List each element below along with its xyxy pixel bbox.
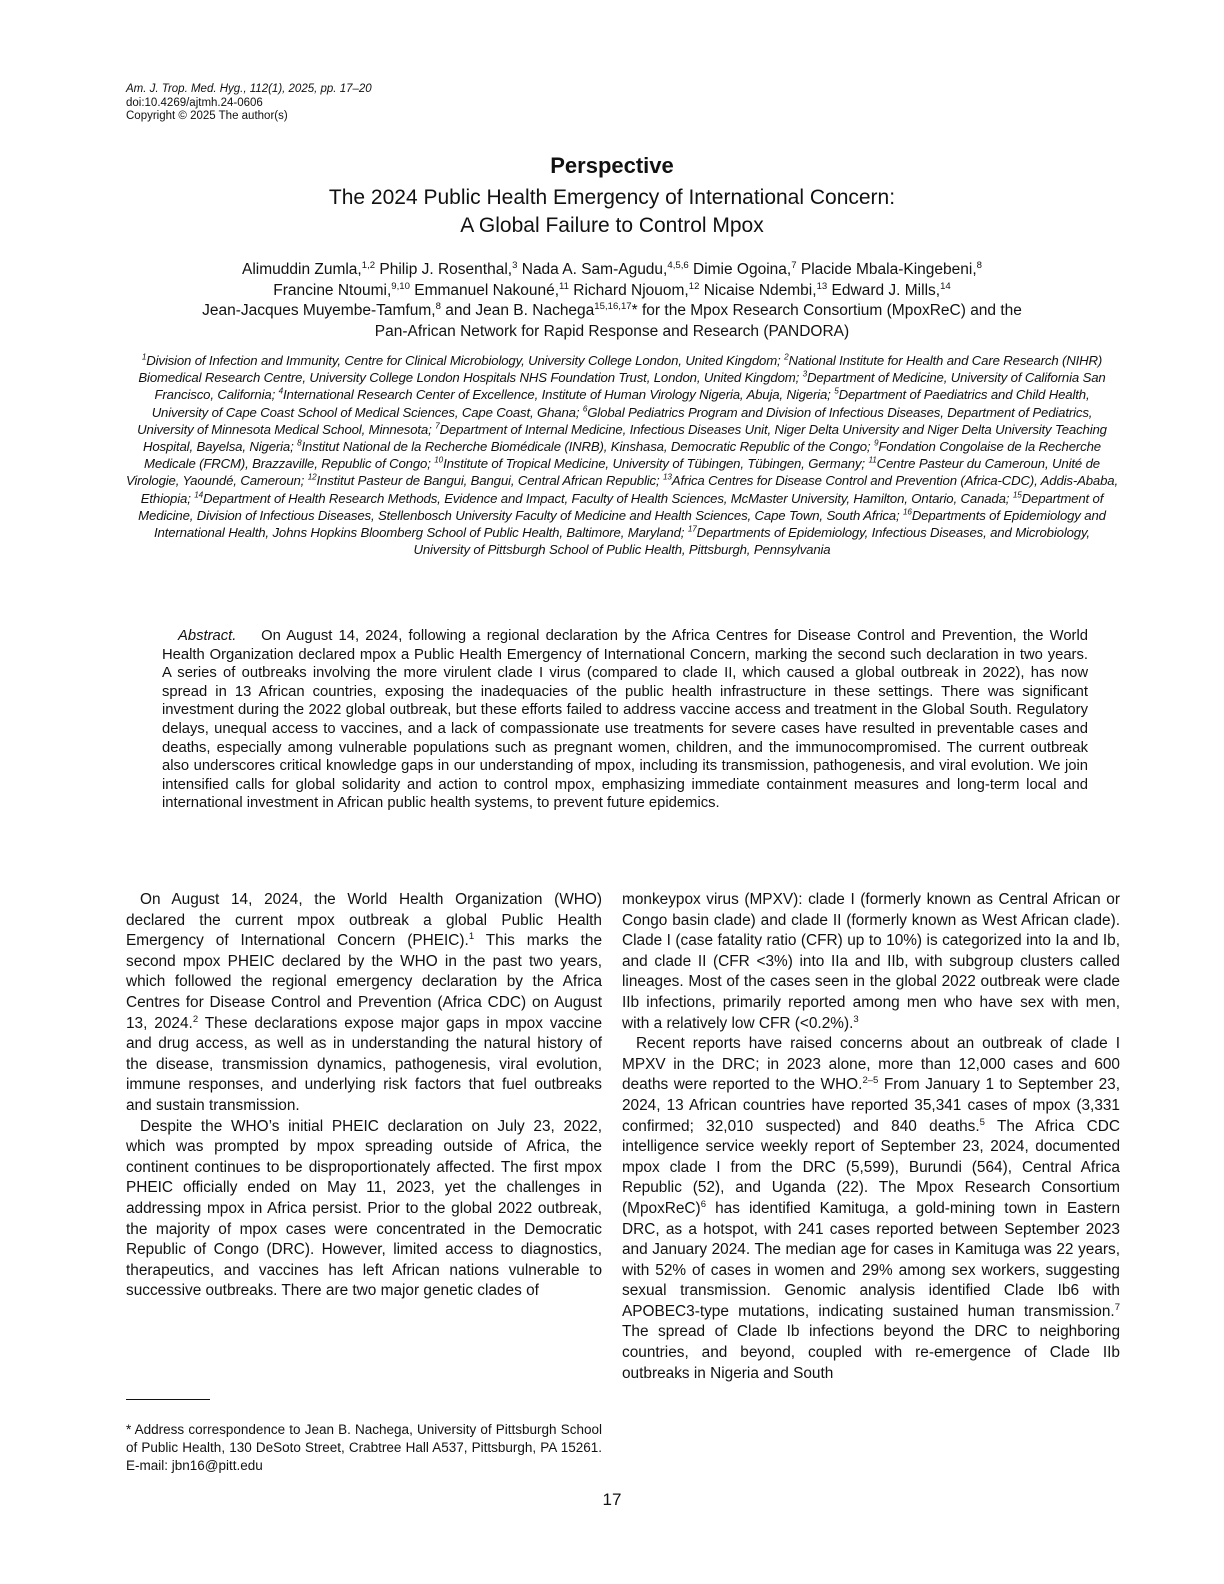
author-name: Dimie Ogoina, [688, 261, 792, 278]
body-text: On August 14, 2024, the World Health Organization (WHO) declared the current mpox outbreak a global Public Health Emergency of International Concern (PHEIC). [126, 891, 602, 950]
body-column-left [126, 890, 602, 1302]
affil-text: Institute of Tropical Medicine, University of Tübingen, Tübingen, Germany; [443, 456, 869, 472]
correspondence-footnote: * Address correspondence to Jean B. Nachega, University of Pittsburgh School of Public Health, 130 DeSoto Street, Crabtree Hall A537, Pittsburgh, PA 15261. E-mail: jbn16@pitt.edu [126, 1422, 602, 1473]
section-label: Perspective [550, 153, 674, 178]
article-title [0, 184, 1224, 240]
body-column-right [622, 890, 1120, 1384]
author-affil-ref: 15,16,17 [594, 300, 632, 312]
affil-number: 16 [903, 507, 912, 517]
author-affil-ref: 7 [791, 259, 797, 271]
body-text: has identified Kamituga, a gold-mining town in Eastern DRC, as a hotspot, with 241 cases reported between September 2023 and January 2024. The median age for cases in Kamituga was 22 years, with 52% of cases in women and 29% among sex workers, suggesting sexual transmission. Genomic analysis identified Clade Ib6 with APOBEC3-type mutations, indicating sustained human transmission. [622, 1199, 1120, 1320]
affil-text: National Institute for Health and Care Research (NIHR) Biomedical Research Centre, University College London Hospitals NHS Foundation Trust, London, United Kingdom; [138, 353, 1103, 386]
author-affil-ref: 4,5,6 [667, 259, 689, 271]
affil-number: 8 [297, 438, 302, 448]
affil-text: Department of Health Research Methods, Evidence and Impact, Faculty of Health Sciences, McMaster University, Hamilton, Ontario, Canada; [203, 490, 1013, 506]
citation-ref: 3 [853, 1013, 859, 1025]
affil-number: 4 [278, 387, 284, 397]
abstract-text: On August 14, 2024, following a regional declaration by the Africa Centres for Disease Control and Prevention, the World Health Organization declared mpox a Public Health Emergency of International Concern, marking the second such declaration in two years. A series of outbreaks involving the more virulent clade I virus (compared to clade II, which caused a global outbreak in 2022), has now spread in 13 African countries, exposing the inadequacies of the public health infrastructure in these settings. There was significant investment during the 2022 global outbreak, but these efforts failed to address vaccine access and treatment in the Global South. Regulatory delays, unequal access to vaccines, and a lack of compassionate use treatments for severe cases have resulted in preventable cases and deaths, especially among vulnerable populations such as pregnant women, children, and the immunocompromised. The current outbreak also underscores critical knowledge gaps in our understanding of mpox, including its transmission, pathogenesis, and viral evolution. We join intensified calls for global solidarity and action to control mpox, emphasizing immediate containment measures and long-term local and international investment in African public health systems, to prevent future epidemics. [162, 628, 1088, 812]
affil-number: 1 [141, 352, 147, 362]
author-name: Nicaise Ndembi, [699, 281, 817, 299]
affil-number: 3 [802, 369, 808, 379]
body-text: These declarations expose major gaps in mpox vaccine and drug access, as well as in understanding the natural history of the disease, transmission dynamics, pathogenesis, viral evolution, immune responses, and underlying risk factors that fuel outbreaks and sustain transmission. [126, 1014, 603, 1114]
affil-number: 15 [1012, 490, 1022, 500]
affil-text: International Research Center of Excellence, Institute of Human Virology Nigeria, Abuja, Nigeria; [283, 387, 835, 403]
doi: doi:10.4269/ajtmh.24-0606 [126, 96, 263, 109]
affil-number: 2 [784, 352, 789, 362]
affil-number: 12 [307, 473, 317, 483]
affil-number: 7 [435, 421, 440, 431]
affil-number: 13 [663, 473, 672, 483]
author-name: Edward J. Mills, [827, 281, 941, 299]
affil-text: Global Pediatrics Program and Division of Infectious Diseases, Department of Pediatrics, University of Minnesota Medical School, Minnesota; [137, 404, 1093, 437]
author-name: and Jean B. Nachega [440, 302, 595, 319]
copyright: Copyright © 2025 The author(s) [126, 110, 288, 122]
author-affil-ref: 8 [976, 259, 982, 271]
body-paragraph: Despite the WHO’s initial PHEIC declaration on July 23, 2022, which was prompted by mpox spreading outside of Africa, the continent continues to be disproportionately affected. The first mpox PHEIC officially ended on May 11, 2023, yet the challenges in addressing mpox in Africa persist. Prior to the global 2022 outbreak, the majority of mpox cases were concentrated in the Democratic Republic of Congo (DRC). However, limited access to diagnostics, therapeutics, and vaccines has left African nations vulnerable to successive outbreaks. There are two major genetic clades of [126, 1117, 602, 1300]
page-number: 17 [602, 1490, 622, 1509]
author-affil-ref: 11 [559, 280, 569, 292]
affil-text: Departments of Epidemiology and International Health, Johns Hopkins Bloomberg School of Public Health, Baltimore, Maryland; [154, 507, 1106, 541]
author-name: Emmanuel Nakouné, [409, 281, 560, 299]
affil-number: 10 [434, 455, 444, 465]
affil-number: 6 [582, 404, 588, 414]
affil-text: Department of Medicine, Division of Infectious Diseases, Stellenbosch University Faculty of Medicine and Health Sciences, Cape Town, South Africa; [138, 490, 1104, 523]
affil-text: Department of Medicine, University of California San Francisco, California; [154, 370, 1106, 403]
body-paragraph [126, 890, 602, 1117]
author-consortium: * for the Mpox Research Consortium (MpoxReC) and the [631, 302, 1022, 319]
affil-text: Department of Paediatrics and Child Health, University of Cape Coast School of Medical Sciences, Cape Coast, Ghana; [151, 387, 1090, 420]
author-affil-ref: 9,10 [391, 280, 410, 292]
body-paragraph [622, 890, 1120, 1034]
affiliations [126, 352, 1118, 558]
footnote-rule [126, 1399, 210, 1400]
author-list [130, 260, 1094, 342]
author-name: Jean-Jacques Muyembe-Tamfum, [202, 302, 436, 319]
abstract [162, 627, 1088, 813]
affil-text: Departments of Epidemiology, Infectious Diseases, and Microbiology, University of Pittsburgh School of Public Health, Pittsburgh, Pennsylvania [413, 525, 1090, 558]
citation-ref: 5 [979, 1116, 985, 1128]
affil-number: 5 [834, 387, 839, 397]
body-text: This marks the second mpox PHEIC declared by the WHO in the past two years, which followed the regional emergency declaration by the Africa Centres for Disease Control and Prevention (Africa CDC) on August 13, 2024. [126, 932, 602, 1032]
body-paragraph [622, 1034, 1120, 1384]
author-name: Francine Ntoumi, [273, 281, 392, 299]
author-name: Alimuddin Zumla, [242, 261, 362, 278]
author-affil-ref: 3 [512, 259, 518, 271]
citation-ref: 7 [1114, 1301, 1120, 1313]
affil-text: Division of Infection and Immunity, Centre for Clinical Microbiology, University College London, United Kingdom; [146, 353, 785, 368]
abstract-label: Abstract. [178, 628, 237, 644]
affil-text: Institut Pasteur de Bangui, Bangui, Central African Republic; [316, 473, 663, 489]
author-affil-ref: 14 [940, 280, 951, 292]
affil-number: 11 [868, 455, 877, 465]
affil-number: 9 [873, 438, 879, 448]
journal-header [126, 83, 372, 124]
journal-citation: Am. J. Trop. Med. Hyg., 112(1), 2025, pp. 17–20 [126, 83, 372, 95]
citation-ref: 2 [192, 1013, 199, 1025]
affil-text: Fondation Congolaise de la Recherche Medicale (FRCM), Brazzaville, Republic of Congo; [144, 439, 1101, 472]
author-affil-ref: 8 [435, 300, 441, 312]
author-consortium: Pan-African Network for Rapid Response and Research (PANDORA) [374, 322, 850, 340]
citation-ref: 2–5 [862, 1075, 879, 1087]
body-text: The spread of Clade Ib infections beyond the DRC to neighboring countries, and beyond, coupled with re-emergence of Clade IIb outbreaks in Nigeria and South [622, 1323, 1120, 1382]
title-line-2: A Global Failure to Control Mpox [460, 214, 764, 237]
author-name: Richard Njouom, [568, 281, 689, 299]
affil-number: 14 [194, 490, 204, 500]
author-name: Placide Mbala-Kingebeni, [796, 261, 977, 278]
author-affil-ref: 13 [816, 280, 828, 292]
body-text: Recent reports have raised concerns about an outbreak of clade I MPXV in the DRC; in 2023 alone, more than 12,000 cases and 600 deaths were reported to the WHO. [622, 1035, 1120, 1094]
title-line-1: The 2024 Public Health Emergency of International Concern: [328, 186, 896, 209]
author-name: Philip J. Rosenthal, [375, 261, 513, 278]
affil-number: 17 [687, 524, 697, 534]
author-name: Nada A. Sam-Agudu, [517, 261, 668, 278]
author-affil-ref: 12 [688, 280, 700, 292]
body-text: From January 1 to September 23, 2024, 13 African countries have reported 35,341 cases of mpox (3,331 confirmed; 32,010 suspected) and 840 deaths. [622, 1076, 1120, 1135]
affil-text: Institut National de la Recherche Biomédicale (INRB), Kinshasa, Democratic Republic of the Congo; [301, 439, 874, 455]
body-text: The Africa CDC intelligence service weekly report of September 23, 2024, documented mpox clade I from the DRC (5,599), Burundi (564), Central Africa Republic (52), and Uganda (22). The Mpox Research Consortium (MpoxReC) [622, 1117, 1121, 1217]
affil-text: Department of Internal Medicine, Infectious Diseases Unit, Niger Delta University and Niger Delta University Teaching Hospital, Bayelsa, Nigeria; [143, 421, 1107, 455]
author-affil-ref: 1,2 [361, 259, 376, 271]
affil-text: Africa Centres for Disease Control and Prevention (Africa-CDC), Addis-Ababa, Ethiopia; [140, 473, 1118, 506]
affil-text: Centre Pasteur du Cameroun, Unité de Virologie, Yaoundé, Cameroun; [126, 456, 1100, 489]
citation-ref: 6 [700, 1198, 706, 1210]
citation-ref: 1 [468, 931, 475, 943]
body-text: monkeypox virus (MPXV): clade I (formerly known as Central African or Congo basin clade) and clade II (formerly known as West African clade). Clade I (case fatality ratio (CFR) up to 10%) is categorized into Ia and Ib, and clade II (CFR <3%) into IIa and IIb, with subgroup clusters called lineages. Most of the cases seen in the global 2022 outbreak were clade IIb infections, primarily reported among men who have sex with men, with a relatively low CFR (<0.2%). [622, 891, 1120, 1032]
